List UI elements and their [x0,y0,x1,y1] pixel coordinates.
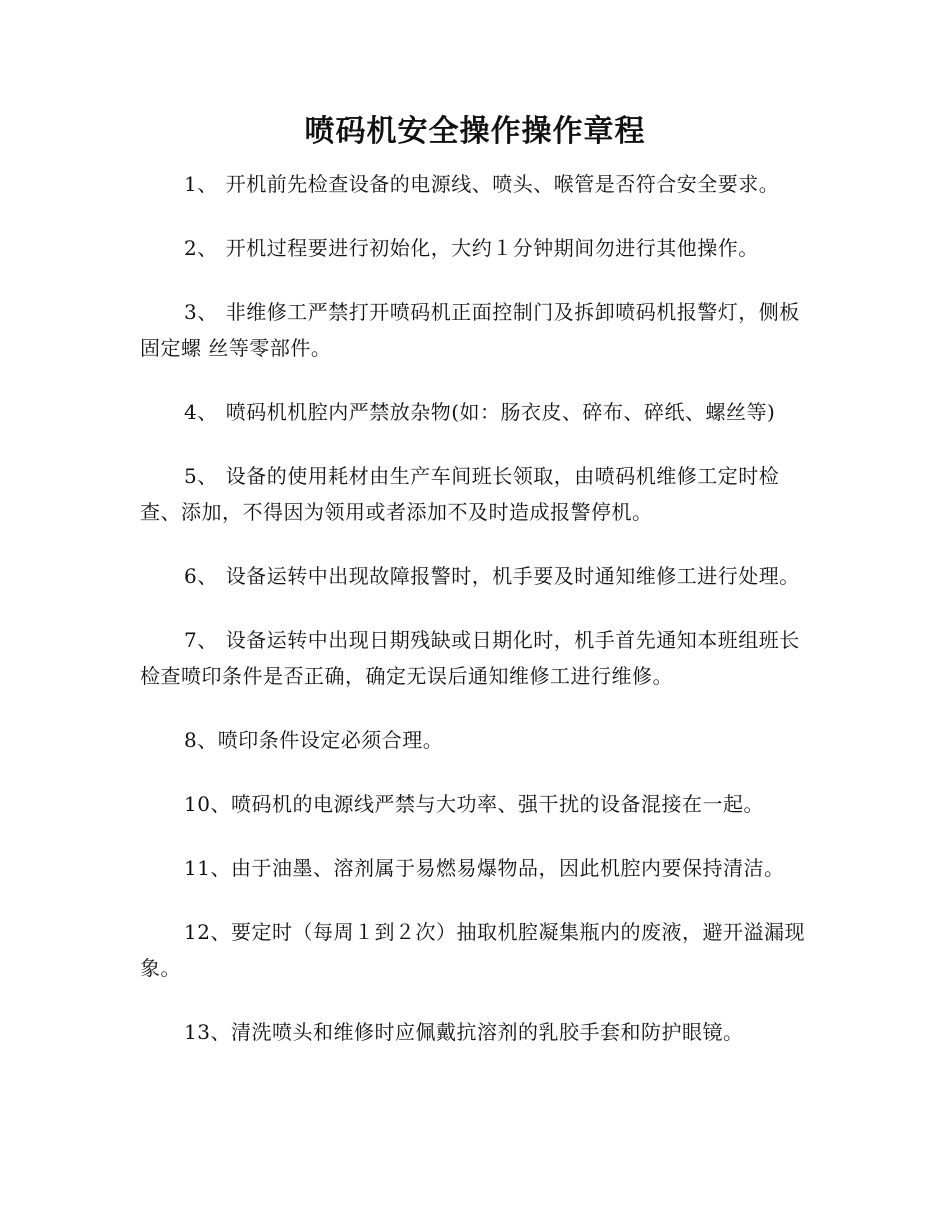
rule-text: 设备运转中出现日期残缺或日期化时，机手首先通知本班组班长检查喷印条件是否正确，确定无误后通知维修工进行维修。 [140,628,800,688]
rule-text: 由于油墨、溶剂属于易燃易爆物品，因此机腔内要保持清洁。 [230,856,785,880]
rule-text: 喷印条件设定必须合理。 [217,728,444,752]
rule-item-13 [140,1014,812,1050]
rule-text: 喷码机机腔内严禁放杂物(如：肠衣皮、碎布、碎纸、螺丝等) [225,400,776,424]
rule-text: 开机前先检查设备的电源线、喷头、喉管是否符合安全要求。 [225,172,780,196]
rule-text: 设备运转中出现故障报警时，机手要及时通知维修工进行处理。 [225,564,800,588]
rule-number: 3、 [184,300,218,324]
rule-item-6 [140,558,812,594]
rules-list [140,166,812,1078]
rule-number: 5、 [184,464,218,488]
rule-item-3 [140,294,812,366]
rule-item-2 [140,230,812,266]
rule-item-7 [140,622,812,694]
rule-item-4 [140,394,812,430]
rule-item-5 [140,458,812,530]
rule-number: 6、 [184,564,218,588]
rule-number: 4、 [184,400,218,424]
rule-number: 12、 [184,920,231,944]
rule-number: 1、 [184,172,218,196]
document-title: 喷码机安全操作操作章程 [304,114,646,149]
rule-number: 13、 [184,1020,231,1044]
rule-number: 8、 [184,728,218,752]
rule-number: 2、 [184,236,218,260]
rule-text: 非维修工严禁打开喷码机正面控制门及拆卸喷码机报警灯，侧板固定螺 丝等零部件。 [140,300,800,360]
rule-item-1 [140,166,812,202]
rule-text: 喷码机的电源线严禁与大功率、强干扰的设备混接在一起。 [230,792,764,816]
rule-item-12 [140,914,812,986]
rule-item-8 [140,722,812,758]
rule-text: 设备的使用耗材由生产车间班长领取，由喷码机维修工定时检查、添加，不得因为领用或者添加不及时造成报警停机。 [140,464,780,524]
rule-text: 清洗喷头和维修时应佩戴抗溶剂的乳胶手套和防护眼镜。 [230,1020,744,1044]
rule-number: 10、 [184,792,231,816]
rule-item-11 [140,850,812,886]
rule-text: 开机过程要进行初始化，大约１分钟期间勿进行其他操作。 [225,236,759,260]
rule-number: 11、 [184,856,231,880]
rule-text: 要定时（每周１到２次）抽取机腔凝集瓶内的废液，避开溢漏现象。 [140,920,805,980]
rule-number: 7、 [184,628,218,652]
rule-item-10 [140,786,812,822]
